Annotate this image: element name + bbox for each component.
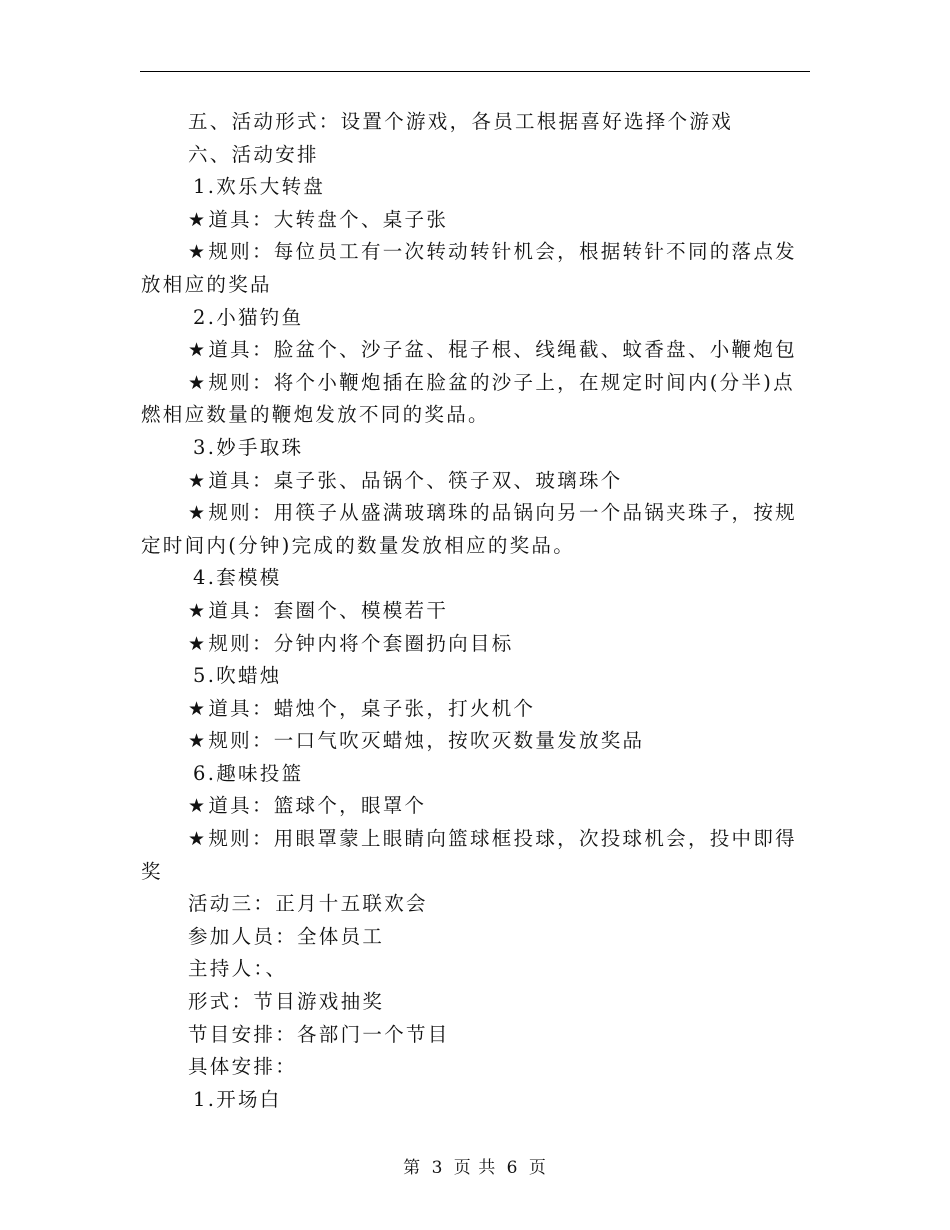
line-text: 形式：节目游戏抽奖 [188, 990, 385, 1014]
text-line [141, 921, 806, 954]
section-heading [141, 660, 806, 693]
star-bullet-icon: ★ [188, 697, 208, 720]
line-text: 3.妙手取珠 [193, 435, 304, 459]
text-line [141, 1051, 806, 1084]
continuation-line [141, 856, 806, 889]
section-heading [141, 432, 806, 465]
text-line [141, 139, 806, 172]
star-bullet-icon: ★ [188, 599, 208, 622]
star-bullet-icon: ★ [188, 241, 208, 264]
bullet-line [141, 465, 806, 498]
line-text: 1.欢乐大转盘 [193, 175, 326, 199]
document-body [141, 106, 806, 1116]
footer-total-pages: 6 [506, 1158, 519, 1178]
text-line [141, 953, 806, 986]
line-text: 规则：用眼罩蒙上眼睛向篮球框投球，次投球机会，投中即得 [208, 827, 797, 851]
line-text: 道具：桌子张、品锅个、筷子双、玻璃珠个 [208, 468, 623, 492]
line-text: 活动三：正月十五联欢会 [188, 892, 428, 916]
line-text: 规则：每位员工有一次转动转针机会，根据转针不同的落点发 [208, 240, 797, 264]
bullet-line [141, 725, 806, 758]
star-bullet-icon: ★ [188, 371, 208, 394]
section-heading [141, 562, 806, 595]
line-text: 道具：大转盘个、桌子张 [208, 207, 449, 231]
line-text: 5.吹蜡烛 [193, 664, 282, 688]
star-bullet-icon: ★ [188, 632, 208, 655]
text-line [141, 106, 806, 139]
text-line [141, 888, 806, 921]
line-text: 主持人：、 [188, 957, 288, 981]
star-bullet-icon: ★ [188, 339, 208, 362]
line-text: 道具：脸盆个、沙子盆、棍子根、线绳截、蚊香盘、小鞭炮包 [208, 338, 797, 362]
bullet-line [141, 628, 806, 661]
bullet-line [141, 236, 806, 269]
text-line [141, 986, 806, 1019]
line-text: 奖 [141, 859, 163, 883]
line-text: 规则：用筷子从盛满玻璃珠的品锅向另一个品锅夹珠子，按规 [208, 501, 797, 525]
section-heading [141, 758, 806, 791]
continuation-line [141, 399, 806, 432]
line-text: 道具：蜡烛个，桌子张，打火机个 [208, 696, 536, 720]
bullet-line [141, 790, 806, 823]
bullet-line [141, 497, 806, 530]
star-bullet-icon: ★ [188, 795, 208, 818]
line-text: 2.小猫钓鱼 [193, 305, 304, 329]
star-bullet-icon: ★ [188, 208, 208, 231]
star-bullet-icon: ★ [188, 502, 208, 525]
line-text: 参加人员：全体员工 [188, 924, 385, 948]
continuation-line [141, 530, 806, 563]
section-heading [141, 1084, 806, 1117]
line-text: 五、活动形式：设置个游戏，各员工根据喜好选择个游戏 [188, 110, 734, 133]
line-text: 具体安排： [188, 1055, 298, 1079]
star-bullet-icon: ★ [188, 730, 208, 753]
line-text: 6.趣味投篮 [193, 761, 304, 785]
continuation-line [141, 269, 806, 302]
bullet-line [141, 823, 806, 856]
footer-middle: 页 共 [453, 1158, 497, 1178]
line-text: 规则：一口气吹灭蜡烛，按吹灭数量发放奖品 [208, 729, 645, 753]
line-text: 放相应的奖品 [141, 272, 272, 296]
page-footer [0, 1153, 950, 1178]
footer-prefix: 第 [403, 1158, 422, 1178]
line-text: 定时间内(分钟)完成的数量发放相应的奖品。 [141, 533, 576, 557]
footer-suffix: 页 [528, 1158, 547, 1178]
bullet-line [141, 334, 806, 367]
text-line [141, 1019, 806, 1052]
star-bullet-icon: ★ [188, 469, 208, 492]
bullet-line [141, 693, 806, 726]
line-text: 节目安排：各部门一个节目 [188, 1022, 450, 1046]
bullet-line [141, 367, 806, 400]
line-text: 规则：将个小鞭炮插在脸盆的沙子上，在规定时间内(分半)点 [208, 370, 795, 394]
bullet-line [141, 595, 806, 628]
bullet-line [141, 204, 806, 237]
line-text: 规则：分钟内将个套圈扔向目标 [208, 631, 514, 655]
line-text: 道具：套圈个、模模若干 [208, 598, 449, 622]
footer-current-page: 3 [431, 1158, 444, 1178]
header-rule [140, 71, 810, 72]
section-heading [141, 171, 806, 204]
line-text: 1.开场白 [193, 1087, 282, 1111]
line-text: 六、活动安排 [188, 142, 319, 166]
line-text: 4.套模模 [193, 566, 282, 590]
line-text: 燃相应数量的鞭炮发放不同的奖品。 [141, 403, 490, 427]
star-bullet-icon: ★ [188, 828, 208, 851]
line-text: 道具：篮球个，眼罩个 [208, 794, 427, 818]
section-heading [141, 302, 806, 335]
